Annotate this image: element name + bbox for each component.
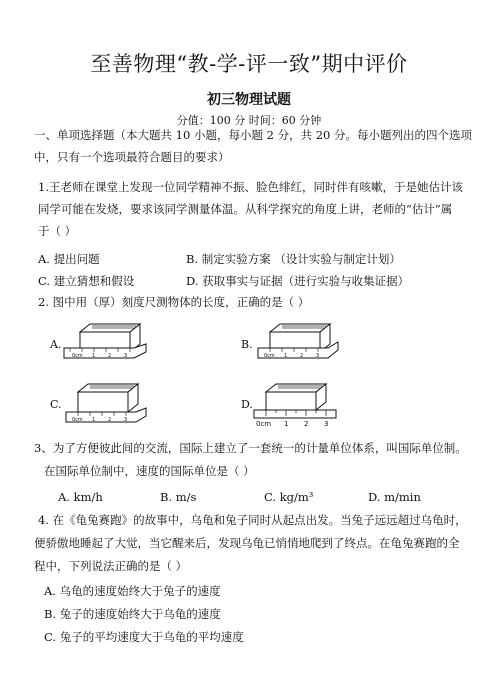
q2-b-tick-3: 3 xyxy=(316,353,320,359)
q2-c-tick-2: 2 xyxy=(108,417,112,423)
q2-b-tick-1: 1 xyxy=(284,353,288,359)
q2-a-tick-0: 0cm xyxy=(72,353,83,359)
q2-d-tick-1: 1 xyxy=(284,420,289,428)
q2-d-tick-2: 2 xyxy=(304,420,309,428)
q4-stem-line1: 4. 在《龟兔赛跑》的故事中，乌龟和兔子同时从起点出发。当兔子远远超过乌龟时， xyxy=(38,513,467,527)
q1-stem-line3: 于（ ） xyxy=(38,224,77,238)
q1-option-c: C. 建立猜想和假设 xyxy=(38,274,135,288)
q1-option-a: A. 提出问题 xyxy=(38,252,100,266)
q3-stem-line2: 在国际单位制中，速度的国际单位是（ ） xyxy=(44,464,255,478)
q2-label-a: A. xyxy=(50,338,62,351)
exam-title: 至善物理“教-学-评一致”期中评价 xyxy=(90,52,408,76)
q2-a-tick-3: 3 xyxy=(124,353,128,359)
q2-c-tick-0: 0cm xyxy=(72,417,83,423)
q2-c-tick-3: 3 xyxy=(124,417,128,423)
q3-option-d: D. m/min xyxy=(368,490,421,504)
q2-a-tick-1: 1 xyxy=(92,353,96,359)
q2-stem: 2. 图中用（厚）刻度尺测物体的长度，正确的是（ ） xyxy=(38,295,310,309)
q4-option-b: B. 兔子的速度始终大于乌龟的速度 xyxy=(44,607,221,621)
q2-b-tick-0: 0cm xyxy=(264,353,275,359)
q1-stem-line2: 同学可能在发烧，要求该同学测量体温。从科学探究的角度上讲，老师的“估计”属 xyxy=(38,202,453,216)
q3-option-b: B. m/s xyxy=(160,490,197,504)
q2-c-tick-1: 1 xyxy=(92,417,96,423)
q2-label-c: C. xyxy=(50,398,62,411)
score-time-info: 分值：100 分 时间：60 分钟 xyxy=(176,114,322,127)
section-heading-line1: 一、单项选择题（本大题共 10 小题，每小题 2 分，共 20 分。每小题列出的四个选项 xyxy=(34,128,473,142)
q1-option-d: D. 获取事实与证据（进行实验与收集证据） xyxy=(186,274,410,288)
q4-option-c: C. 兔子的平均速度大于乌龟的平均速度 xyxy=(44,630,244,644)
q2-d-tick-3: 3 xyxy=(324,420,329,428)
q2-diagram-a xyxy=(62,318,152,364)
q2-diagram-c xyxy=(62,380,152,426)
q4-option-a: A. 乌龟的速度始终大于兔子的速度 xyxy=(44,584,221,598)
q2-a-tick-2: 2 xyxy=(108,353,112,359)
q3-stem-line1: 3、为了方便彼此间的交流，国际上建立了一套统一的计量单位体系，叫国际单位制。 xyxy=(34,441,467,455)
q1-stem-line1: 1.王老师在课堂上发现一位同学精神不振、脸色绯红，同时伴有咳嗽，于是她估计该 xyxy=(38,180,463,194)
q3-option-a: A. km/h xyxy=(58,490,103,504)
q1-option-b: B. 制定实验方案 （设计实验与制定计划） xyxy=(186,252,401,266)
section-heading-line2: 中，只有一个选项最符合题目的要求） xyxy=(34,150,230,164)
q4-stem-line3: 程中，下列说法正确的是（ ） xyxy=(34,559,188,573)
q3-option-c: C. kg/m³ xyxy=(264,490,314,504)
q2-diagram-d xyxy=(250,380,346,430)
exam-subtitle: 初三物理试题 xyxy=(207,92,291,108)
q2-diagram-b xyxy=(254,318,344,364)
q2-d-tick-0: 0cm xyxy=(256,420,272,428)
q4-stem-line2: 便骄傲地睡起了大觉，当它醒来后，发现乌龟已悄悄地爬到了终点。在龟兔赛跑的全 xyxy=(34,536,460,550)
q2-label-b: B. xyxy=(241,338,253,351)
q2-b-tick-2: 2 xyxy=(300,353,304,359)
q2-label-d: D. xyxy=(241,398,253,411)
